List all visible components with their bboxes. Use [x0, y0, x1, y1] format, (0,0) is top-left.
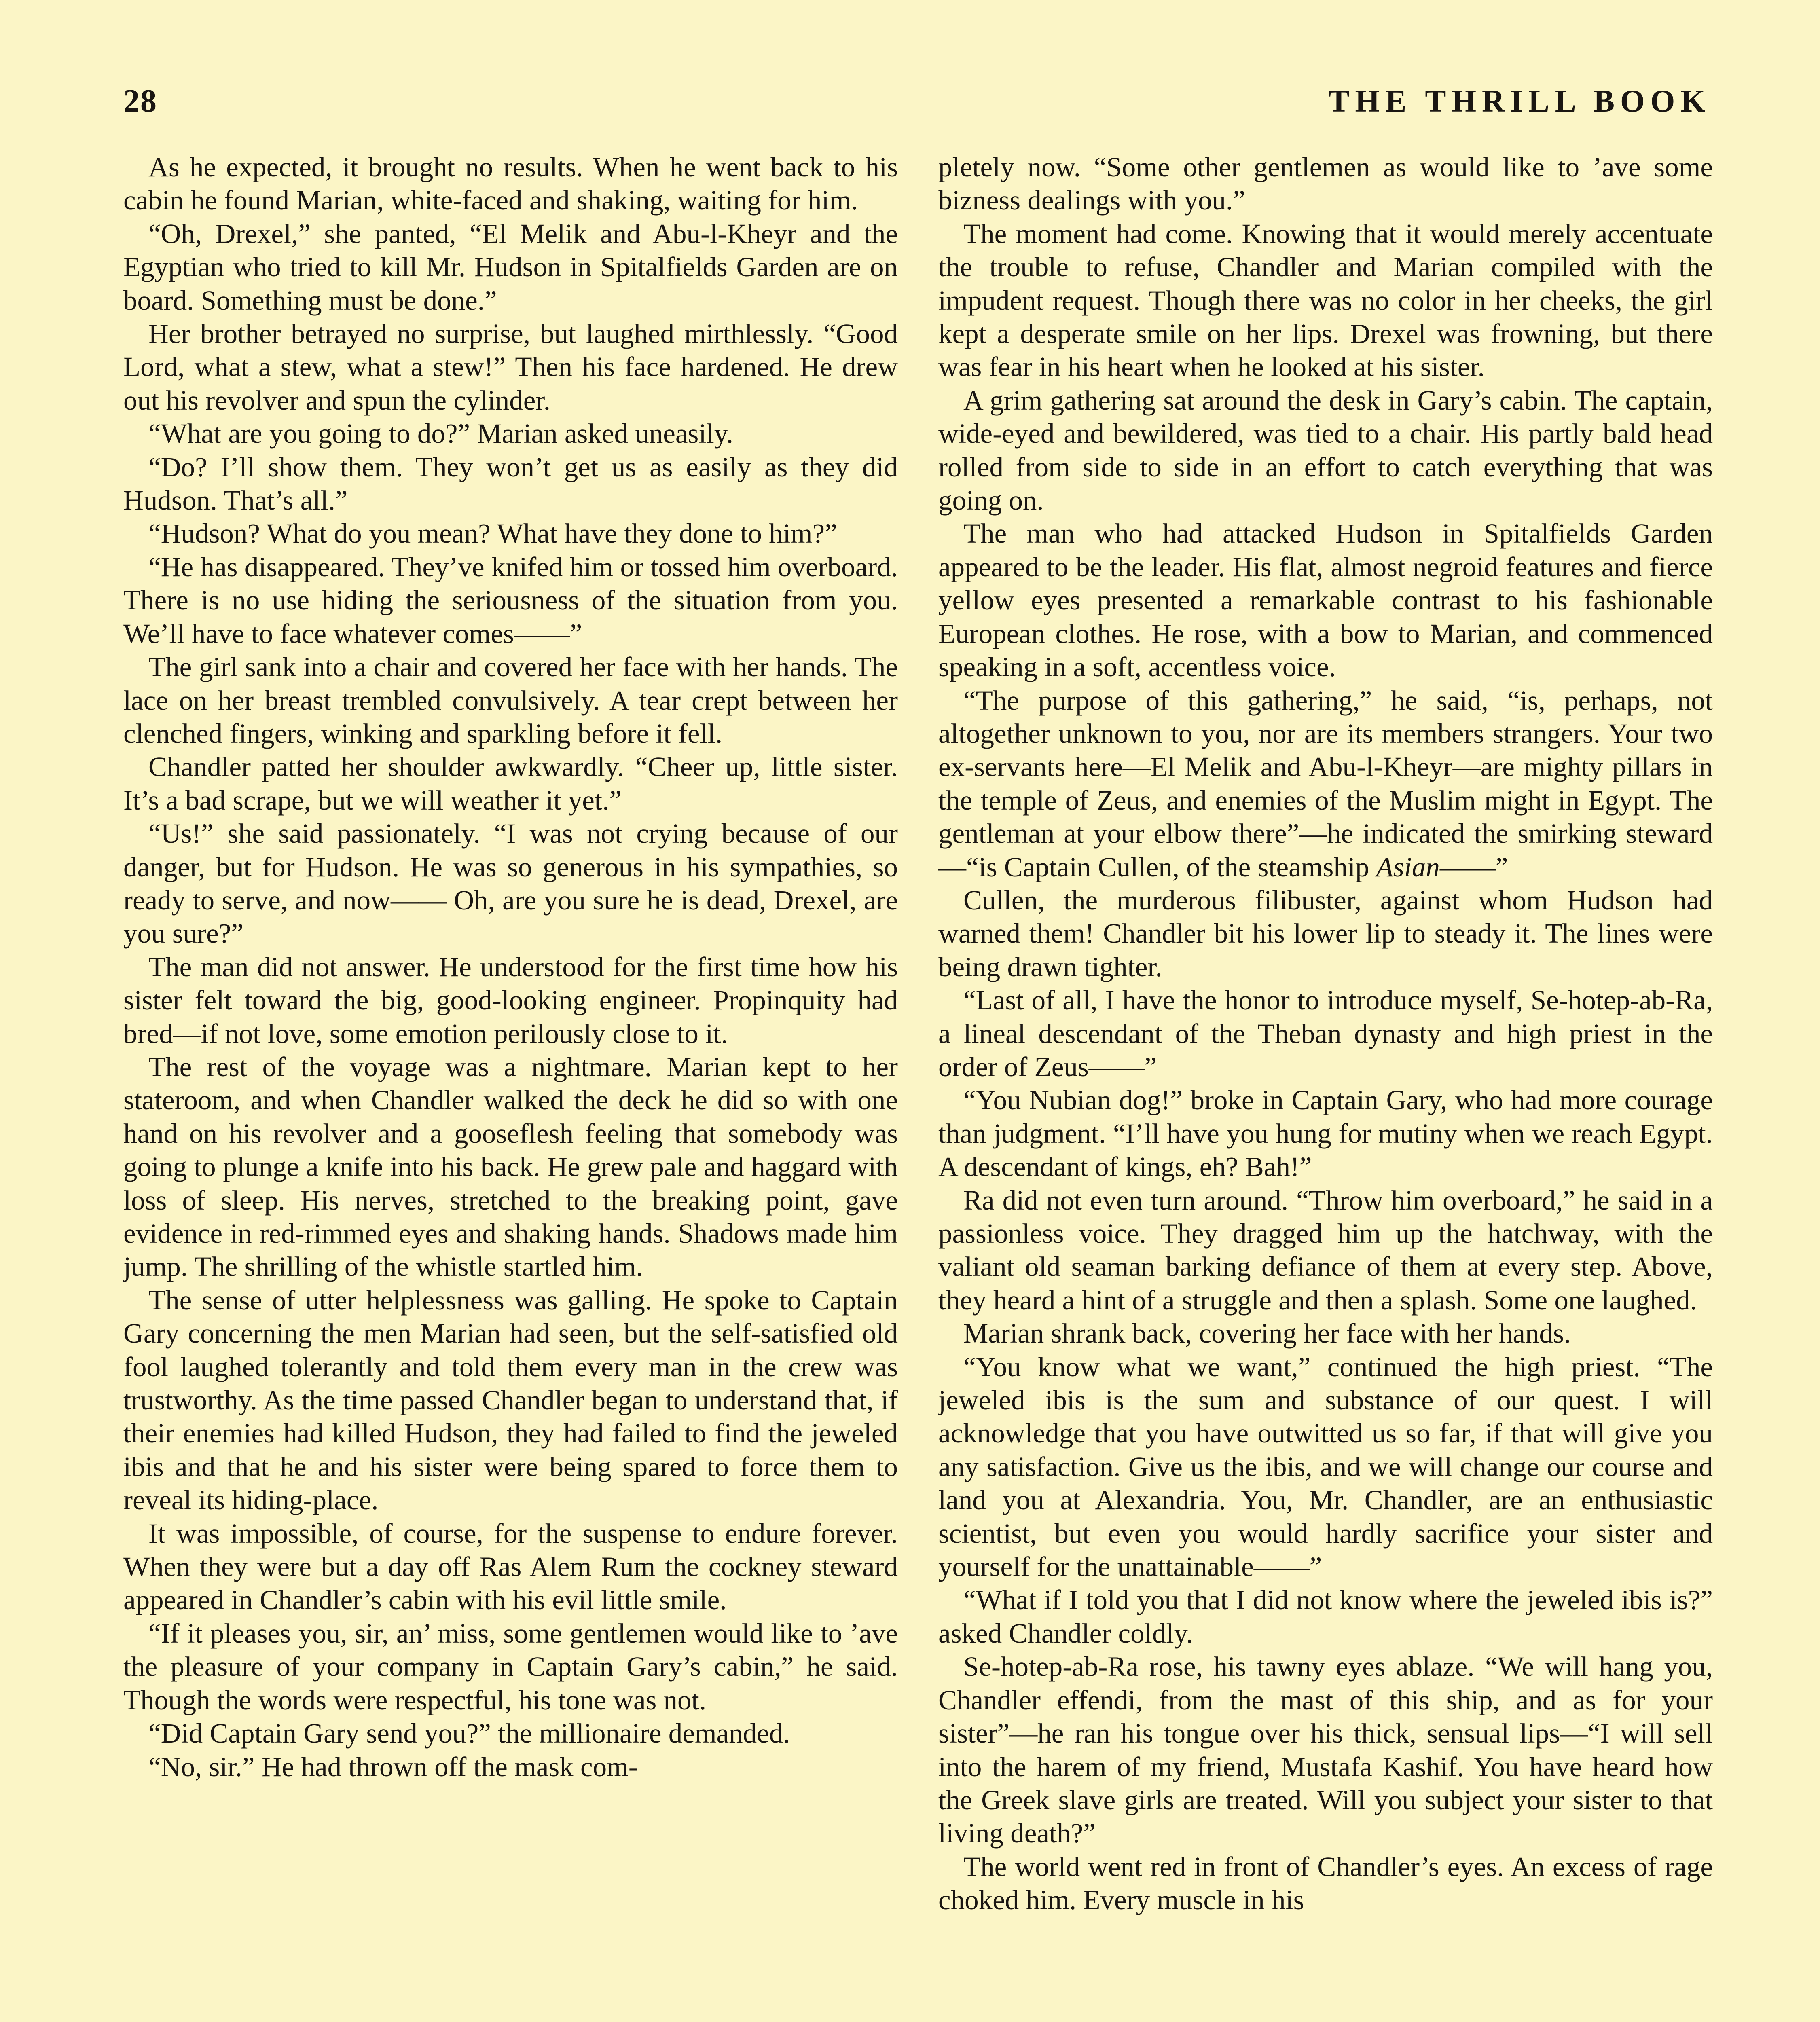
paragraph: It was impossible, of course, for the suspense to endure forever. When they were but a day off Ras Alem Rum the cockney steward appeared in Chandler’s cabin with his evil little smile. — [123, 1518, 898, 1616]
paragraph-text-end: ——” — [1439, 851, 1508, 882]
paragraph: “Hudson? What do you mean? What have they done to him?” — [148, 518, 837, 549]
paragraph: Cullen, the murderous filibuster, against whom Hudson had warned them! Chandler bit his lower lip to steady it. The lines were being drawn tighter. — [938, 884, 1713, 982]
paragraph: Se-hotep-ab-Ra rose, his tawny eyes ablaze. “We will hang you, Chandler effendi, from the mast of this ship, and as for your sister”—he ran his tongue over his thick, sensual lips—“I will sell into the harem of my friend, Mustafa Kashif. You have heard how the Greek slave girls are treated. Will you subject your sister to that living death?” — [938, 1651, 1713, 1849]
paragraph: “If it pleases you, sir, an’ miss, some gentlemen would like to ’ave the pleasure of your company in Captain Gary’s cabin,” he said. Though the words were respectful, his tone was not. — [123, 1618, 898, 1715]
paragraph: The girl sank into a chair and covered her face with her hands. The lace on her breast trembled convulsively. A tear crept between her clenched fingers, winking and sparkling before it fell. — [123, 651, 898, 749]
paragraph: The world went red in front of Chandler’s eyes. An excess of rage choked him. Every muscle in his — [938, 1851, 1713, 1916]
page-number: 28 — [123, 83, 157, 119]
paragraph: The man who had attacked Hudson in Spitalfields Garden appeared to be the leader. His flat, almost negroid features and fierce yellow eyes presented a remarkable contrast to his fashionable European clothes. He rose, with a bow to Marian, and commenced speaking in a soft, accentless voice. — [938, 518, 1713, 683]
paragraph: A grim gathering sat around the desk in Gary’s cabin. The captain, wide-eyed and bewildered, was tied to a chair. His partly bald head rolled from side to side in an effort to catch everything that was going on. — [938, 385, 1713, 516]
paragraph: The man did not answer. He understood for the first time how his sister felt toward the big, good-looking engineer. Propinquity had bred—if not love, some emotion perilously close to it. — [123, 951, 898, 1049]
paragraph: “You Nubian dog!” broke in Captain Gary, who had more courage than judgment. “I’ll have you hung for mutiny when we reach Egypt. A descendant of kings, eh? Bah!” — [938, 1085, 1713, 1182]
running-head: THE THRILL BOOK — [1328, 83, 1711, 118]
paragraph: As he expected, it brought no results. When he went back to his cabin he found Marian, white-faced and shaking, waiting for him. — [123, 152, 898, 216]
right-column — [938, 150, 1713, 1917]
paragraph: “What are you going to do?” Marian asked uneasily. — [148, 418, 733, 449]
paragraph: “What if I told you that I did not know where the jeweled ibis is?” asked Chandler coldly. — [938, 1584, 1713, 1649]
paragraph: The sense of utter helplessness was galling. He spoke to Captain Gary concerning the men Marian had seen, but the self-satisfied old fool laughed tolerantly and told them every man in the crew was trustworthy. As the time passed Chandler began to understand that, if their enemies had killed Hudson, they had failed to find the jeweled ibis and that he and his sister were being spared to force them to reveal its hiding-place. — [123, 1284, 898, 1516]
paragraph: Her brother betrayed no surprise, but laughed mirthlessly. “Good Lord, what a stew, what a stew!” Then his face hardened. He drew out his revolver and spun the cylinder. — [123, 318, 898, 416]
paragraph-text: “The purpose of this gathering,” he said, “is, perhaps, not altogether unknown to you, nor are its members strangers. Your two ex-servants here—El Melik and Abu-l-Kheyr—are mighty pillars in the temple of Zeus, and enemies of the Muslim might in Egypt. The gentleman at your elbow there”—he indicated the smirking steward—“is Captain Cullen, of the steamship — [938, 685, 1713, 882]
paragraph — [938, 684, 1713, 884]
paragraph: “Did Captain Gary send you?” the millionaire demanded. — [148, 1718, 790, 1749]
paragraph: The moment had come. Knowing that it would merely accentuate the trouble to refuse, Chandler and Marian compiled with the impudent request. Though there was no color in her cheeks, the girl kept a desperate smile on her lips. Drexel was frowning, but there was fear in his heart when he looked at his sister. — [938, 218, 1713, 383]
paragraph: “Last of all, I have the honor to introduce myself, Se-hotep-ab-Ra, a lineal descendant of the Theban dynasty and high priest in the order of Zeus——” — [938, 985, 1713, 1082]
paragraph: “Us!” she said passionately. “I was not crying because of our danger, but for Hudson. He was so generous in his sympathies, so ready to serve, and now—— Oh, are you sure he is dead, Drexel, are you sure?” — [123, 818, 898, 949]
paragraph: “Oh, Drexel,” she panted, “El Melik and Abu-l-Kheyr and the Egyptian who tried to kill Mr. Hudson in Spitalfields Garden are on board. Something must be done.” — [123, 218, 898, 316]
paragraph: “He has disappeared. They’ve knifed him or tossed him overboard. There is no use hiding the seriousness of the situation from you. We’ll have to face whatever comes——” — [123, 551, 898, 649]
paragraph: “No, sir.” He had thrown off the mask com- — [148, 1751, 638, 1782]
paragraph: Marian shrank back, covering her face with her hands. — [963, 1318, 1571, 1349]
paragraph: “Do? I’ll show them. They won’t get us as easily as they did Hudson. That’s all.” — [123, 451, 898, 516]
paragraph: “You know what we want,” continued the high priest. “The jeweled ibis is the sum and substance of our quest. I will acknowledge that you have outwitted us so far, if that will give you any satisfaction. Give us the ibis, and we will change our course and land you at Alexandria. You, Mr. Chandler, are an enthusiastic scientist, but even you would hardly sacrifice your sister and yourself for the unattainable——” — [938, 1351, 1713, 1582]
paragraph: Chandler patted her shoulder awkwardly. “Cheer up, little sister. It’s a bad scrape, but we will weather it yet.” — [123, 751, 898, 816]
paragraph-continued: pletely now. “Some other gentlemen as would like to ’ave some bizness dealings with you.” — [938, 152, 1713, 216]
ship-name: Asian — [1376, 851, 1440, 882]
paragraph: Ra did not even turn around. “Throw him overboard,” he said in a passionless voice. They dragged him up the hatchway, with the valiant old seaman barking defiance of them at every step. Above, they heard a hint of a struggle and then a splash. Some one laughed. — [938, 1184, 1713, 1316]
paragraph: The rest of the voyage was a nightmare. Marian kept to her stateroom, and when Chandler walked the deck he did so with one hand on his revolver and a gooseflesh feeling that somebody was going to plunge a knife into his back. He grew pale and haggard with loss of sleep. His nerves, stretched to the breaking point, gave evidence in red-rimmed eyes and shaking hands. Shadows made him jump. The shrilling of the whistle startled him. — [123, 1051, 898, 1282]
left-column — [123, 150, 898, 1783]
